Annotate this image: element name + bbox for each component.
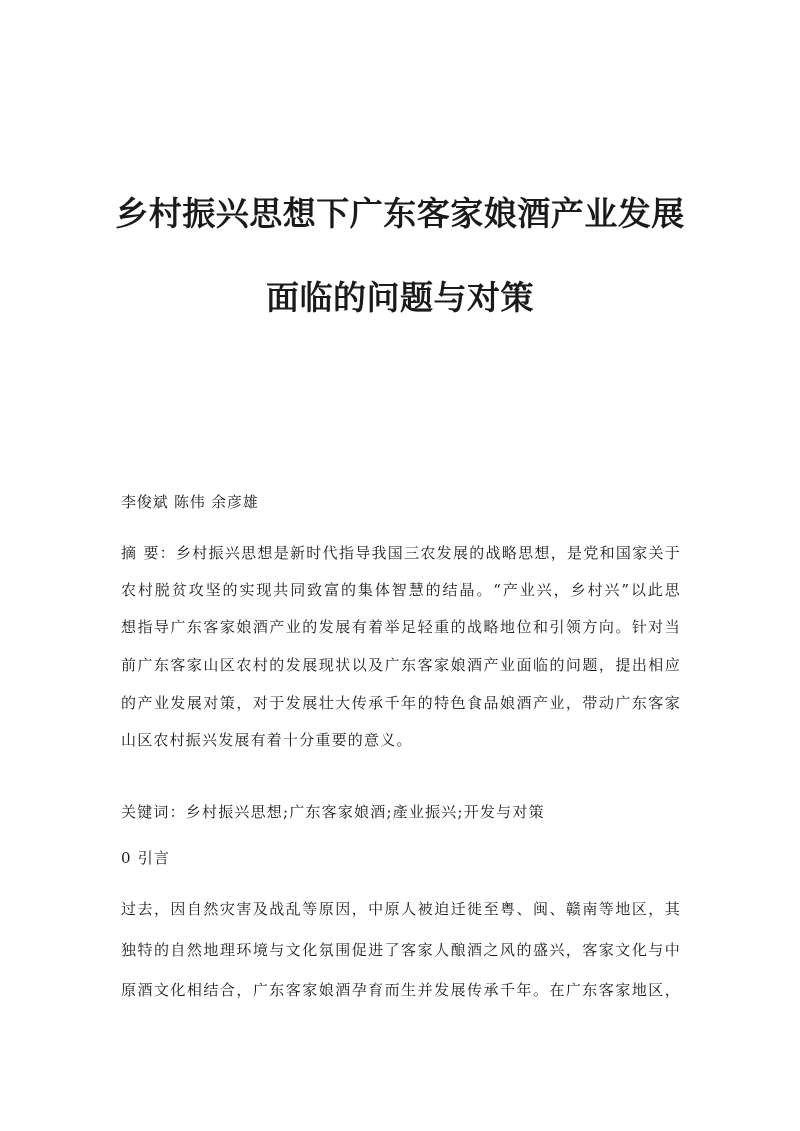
abstract-line-6: 山区农村振兴发展有着十分重要的意义。 (121, 731, 413, 749)
abstract-line-4: 前广东客家山区农村的发展现状以及广东客家娘酒产业面临的问题，提出相应 (121, 656, 681, 674)
abstract-line-5: 的产业发展对策，对于发展壮大传承千年的特色食品娘酒产业，带动广东客家 (121, 694, 681, 712)
body-line-1: 过去，因自然灾害及战乱等原因，中原人被迫迁徙至粤、闽、赣南等地区，其 (121, 900, 681, 918)
section-heading: 0 引言 (121, 849, 171, 867)
keywords: 关键词：乡村振兴思想;广东客家娘酒;產业振兴;开发与对策 (121, 803, 545, 821)
abstract-line-1: 摘 要：乡村振兴思想是新时代指导我国三农发展的战略思想，是党和国家关于 (121, 544, 681, 562)
paper-title-line-1: 乡村振兴思想下广东客家娘酒产业发展 (115, 194, 685, 233)
abstract-line-3: 想指导广东客家娘酒产业的发展有着举足轻重的战略地位和引领方向。针对当 (121, 618, 681, 636)
body-line-2: 独特的自然地理环境与文化氛围促进了客家人酿酒之风的盛兴，客家文化与中 (121, 941, 681, 959)
paper-title-line-2: 面临的问题与对策 (266, 278, 534, 317)
body-line-3: 原酒文化相结合，广东客家娘酒孕育而生并发展传承千年。在广东客家地区， (121, 981, 681, 999)
author-list: 李俊斌 陈伟 余彦雄 (121, 493, 259, 511)
abstract-line-2: 农村脱贫攻坚的实现共同致富的集体智慧的结晶。“产业兴，乡村兴”以此思 (121, 581, 681, 599)
